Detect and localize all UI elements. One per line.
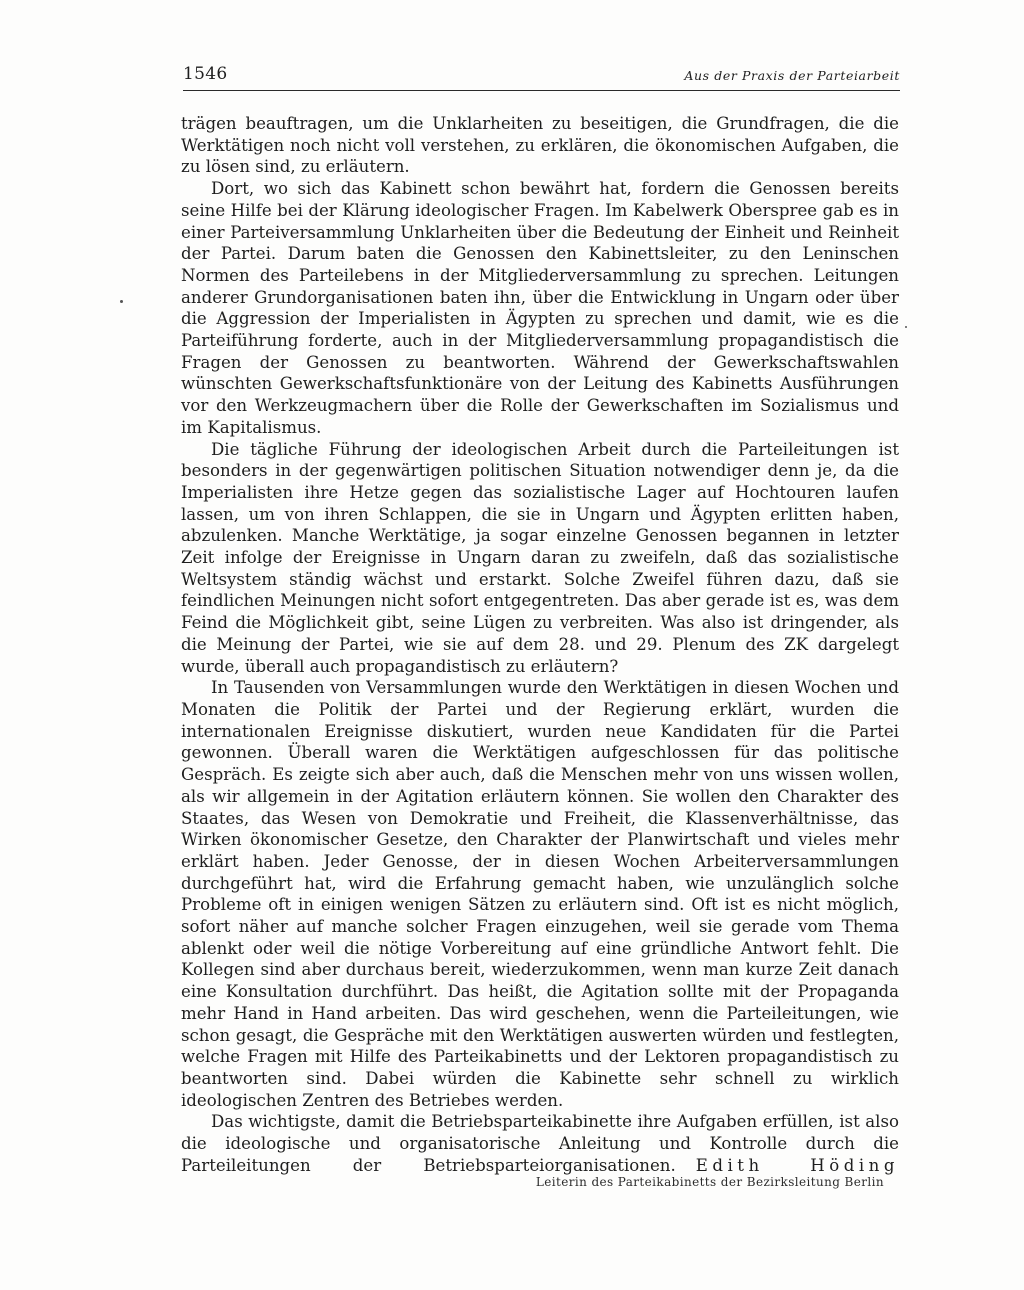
author-affiliation: Leiterin des Parteikabinetts der Bezirksleitung Berlin — [535, 1175, 884, 1189]
page-number: 1546 — [183, 64, 228, 84]
closing-paragraph-text: Das wichtigste, damit die Betriebsparteikabinette ihre Aufgaben erfüllen, ist also die ideologische und organisatorische Anleitung und Kontrolle durch die Parteileitungen der Betriebsparteiorganisationen. — [181, 1112, 899, 1175]
scan-speck — [120, 300, 123, 303]
author-name: Edith Höding — [695, 1155, 899, 1175]
paragraph: Dort, wo sich das Kabinett schon bewährt hat, fordern die Genossen bereits seine Hilfe bei der Klärung ideologischer Fragen. Im Kabelwerk Oberspree gab es in einer Parteiversammlung Unklarheiten über die Bedeutung der Einheit und Reinheit der Partei. Darum baten die Genossen den Kabinettsleiter, zu den Leninschen Normen des Parteilebens in der Mitgliederversammlung zu sprechen. Leitungen anderer Grundorganisationen baten ihn, über die Entwicklung in Ungarn oder über die Aggression der Imperialisten in Ägypten zu sprechen und damit, wie es die Parteiführung forderte, auch in der Mitgliederversammlung propagandistisch die Fragen der Genossen zu beantworten. Während der Gewerkschaftswahlen wünschten Gewerkschaftsfunktionäre von der Leitung des Kabinetts Ausführungen vor den Werkzeugmachern über die Rolle der Gewerkschaften im Sozialismus und im Kapitalismus. — [181, 179, 899, 437]
paragraph: trägen beauftragen, um die Unklarheiten zu beseitigen, die Grundfragen, die die Werktätigen noch nicht voll verstehen, zu erklären, die ökonomischen Aufgaben, die zu lösen sind, zu erläutern. — [181, 114, 899, 177]
article-body — [181, 113, 899, 1176]
closing-paragraph — [181, 1111, 899, 1176]
paragraph: Die tägliche Führung der ideologischen Arbeit durch die Parteileitungen ist besonders in der gegenwärtigen politischen Situation notwendiger denn je, da die Imperialisten ihre Hetze gegen das sozialistische Lager auf Hochtouren laufen lassen, um von ihren Schlappen, die sie in Ungarn und Ägypten erlitten haben, abzulenken. Manche Werktätige, ja sogar einzelne Genossen begannen in letzter Zeit infolge der Ereignisse in Ungarn daran zu zweifeln, daß das sozialistische Weltsystem ständig wächst und erstarkt. Solche Zweifel führen dazu, daß sie feindlichen Meinungen nicht sofort entgegentreten. Das aber gerade ist es, was dem Feind die Möglichkeit gibt, seine Lügen zu verbreiten. Was also ist dringender, als die Meinung der Partei, wie sie auf dem 28. und 29. Plenum des ZK dargelegt wurde, überall auch propagandistisch zu erläutern? — [181, 439, 899, 676]
page-header — [183, 60, 900, 91]
running-head: Aus der Praxis der Parteiarbeit — [684, 68, 900, 83]
paragraph: In Tausenden von Versammlungen wurde den Werktätigen in diesen Wochen und Monaten die Politik der Partei und der Regierung erklärt, wurden die internationalen Ereignisse diskutiert, wurden neue Kandidaten für die Partei gewonnen. Überall waren die Werktätigen aufgeschlossen für das politische Gespräch. Es zeigte sich aber auch, daß die Menschen mehr von uns wissen wollen, als wir allgemein in der Agitation erläutern können. Sie wollen den Charakter des Staates, das Wesen von Demokratie und Freiheit, die Klassenverhältnisse, das Wirken ökonomischer Gesetze, den Charakter der Planwirtschaft und vieles mehr erklärt haben. Jeder Genosse, der in diesen Wochen Arbeiterversammlungen durchgeführt hat, wird die Erfahrung gemacht haben, wie unzulänglich solche Probleme oft in einigen wenigen Sätzen zu erläutern sind. Oft ist es nicht möglich, sofort näher auf manche solcher Fragen einzugehen, weil sie gerade vom Thema ablenkt oder weil die nötige Vorbereitung auf eine gründliche Antwort fehlt. Die Kollegen sind aber durchaus bereit, wiederzukommen, wenn man kurze Zeit danach eine Konsultation durchführt. Das heißt, die Agitation sollte mit der Propaganda mehr Hand in Hand arbeiten. Das wird geschehen, wenn die Parteileitungen, wie schon gesagt, die Gespräche mit den Werktätigen auswerten würden und festlegten, welche Fragen mit Hilfe des Parteikabinetts und der Lektoren propagandistisch zu beantworten sind. Dabei würden die Kabinette sehr schnell zu wirklich ideologischen Zentren des Betriebes werden. — [181, 678, 899, 1110]
scan-speck — [905, 326, 907, 328]
